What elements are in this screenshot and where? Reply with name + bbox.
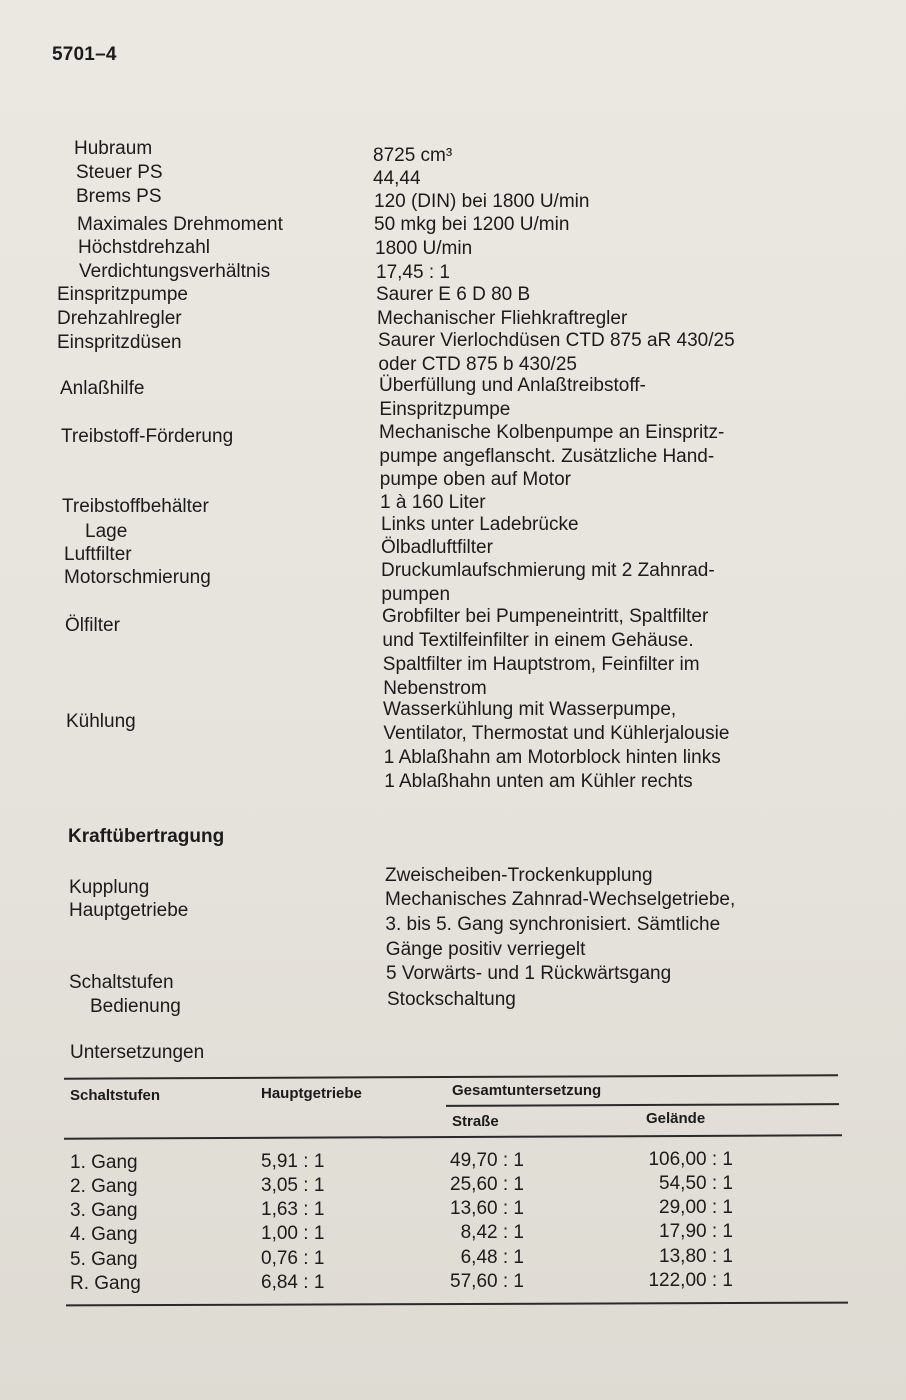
transmission-label: Kupplung xyxy=(69,877,150,898)
header-strasse: Straße xyxy=(452,1113,499,1130)
spec-value: Ölbadluftfilter xyxy=(381,537,493,558)
document-number: 5701–4 xyxy=(52,44,117,65)
transmission-value: 3. bis 5. Gang synchronisiert. Sämtliche xyxy=(385,914,721,935)
spec-label: Luftfilter xyxy=(64,544,132,565)
spec-value: Mechanische Kolbenpumpe an Einspritz- xyxy=(379,422,725,443)
gelaende-cell: 106,00 : 1 xyxy=(648,1149,733,1170)
spec-label: Steuer PS xyxy=(76,162,163,183)
hauptgetriebe-cell: 1,63 : 1 xyxy=(261,1199,325,1220)
transmission-value: Gänge positiv verriegelt xyxy=(385,939,586,960)
transmission-label: Schaltstufen xyxy=(69,972,174,993)
spec-value: pumpe angeflanscht. Zusätzliche Hand- xyxy=(379,445,715,467)
spec-label: Drehzahlregler xyxy=(57,308,182,329)
hauptgetriebe-cell: 3,05 : 1 xyxy=(261,1175,325,1196)
transmission-value: 5 Vorwärts- und 1 Rückwärtsgang xyxy=(386,963,672,984)
spec-value: Grobfilter bei Pumpeneintritt, Spaltfilter xyxy=(382,606,709,627)
table-top-rule xyxy=(64,1074,838,1079)
spec-value: Links unter Ladebrücke xyxy=(381,514,579,535)
spec-value: 8725 cm³ xyxy=(373,145,453,166)
strasse-cell: 25,60 : 1 xyxy=(450,1174,524,1195)
spec-value: Druckumlaufschmierung mit 2 Zahnrad- xyxy=(381,560,715,581)
spec-label: Lage xyxy=(85,521,128,542)
hauptgetriebe-cell: 6,84 : 1 xyxy=(261,1272,325,1293)
spec-value: 1 à 160 Liter xyxy=(380,492,486,513)
spec-value: Nebenstrom xyxy=(383,678,487,699)
spec-label: Höchstdrehzahl xyxy=(78,237,211,258)
spec-value: Ventilator, Thermostat und Kühlerjalousie xyxy=(383,723,730,744)
spec-label: Verdichtungsverhältnis xyxy=(79,261,271,282)
transmission-label: Bedienung xyxy=(90,996,181,1017)
spec-value: oder CTD 875 b 430/25 xyxy=(378,353,577,375)
spec-value: 120 (DIN) bei 1800 U/min xyxy=(374,191,590,212)
header-sub-rule xyxy=(446,1103,839,1106)
gear-cell: 4. Gang xyxy=(70,1224,138,1245)
gelaende-cell: 29,00 : 1 xyxy=(659,1197,733,1218)
strasse-cell: 57,60 : 1 xyxy=(450,1271,524,1292)
gear-cell: 5. Gang xyxy=(70,1249,138,1270)
strasse-cell: 49,70 : 1 xyxy=(450,1150,524,1171)
transmission-value: Zweischeiben-Trockenkupplung xyxy=(385,865,653,886)
spec-label: Einspritzdüsen xyxy=(57,332,182,353)
spec-value: Saurer Vierlochdüsen CTD 875 aR 430/25 xyxy=(378,330,735,351)
header-schaltstufen: Schaltstufen xyxy=(70,1087,161,1104)
header-gelaende: Gelände xyxy=(646,1110,706,1127)
spec-label: Motorschmierung xyxy=(64,567,211,588)
spec-label: Treibstoff-Förderung xyxy=(61,426,234,447)
spec-value: 50 mkg bei 1200 U/min xyxy=(374,214,570,235)
spec-value: pumpen xyxy=(381,584,451,605)
gelaende-cell: 122,00 : 1 xyxy=(648,1270,733,1291)
spec-value: 44,44 xyxy=(373,168,421,189)
spec-value: 17,45 : 1 xyxy=(376,262,450,283)
spec-value: pumpe oben auf Motor xyxy=(379,469,571,490)
header-gesamtuntersetzung: Gesamtuntersetzung xyxy=(452,1082,602,1099)
gelaende-cell: 13,80 : 1 xyxy=(659,1246,733,1267)
strasse-cell: 8,42 : 1 xyxy=(460,1222,524,1243)
hauptgetriebe-cell: 0,76 : 1 xyxy=(261,1248,325,1269)
gelaende-cell: 17,90 : 1 xyxy=(659,1221,733,1242)
spec-value: Mechanischer Fliehkraftregler xyxy=(377,308,628,329)
hauptgetriebe-cell: 1,00 : 1 xyxy=(261,1223,325,1244)
spec-value: Überfüllung und Anlaßtreibstoff- xyxy=(379,375,646,396)
spec-value: und Textilfeinfilter in einem Gehäuse. xyxy=(382,630,694,651)
spec-value: 1 Ablaßhahn am Motorblock hinten links xyxy=(383,747,721,768)
gear-cell: 2. Gang xyxy=(70,1176,138,1197)
spec-value: 1 Ablaßhahn unten am Kühler rechts xyxy=(384,771,693,792)
header-hauptgetriebe: Hauptgetriebe xyxy=(261,1085,362,1102)
spec-label: Treibstoffbehälter xyxy=(62,496,209,517)
spec-label: Ölfilter xyxy=(65,615,120,636)
gear-cell: 3. Gang xyxy=(70,1200,138,1221)
spec-label: Maximales Drehmoment xyxy=(77,214,283,235)
spec-value: Wasserkühlung mit Wasserpumpe, xyxy=(383,699,677,720)
strasse-cell: 6,48 : 1 xyxy=(460,1247,524,1268)
gear-cell: R. Gang xyxy=(70,1273,141,1294)
spec-label: Hubraum xyxy=(74,138,153,159)
transmission-value: Stockschaltung xyxy=(387,989,516,1010)
spec-value: Einspritzpumpe xyxy=(379,398,511,420)
spec-value: Spaltfilter im Hauptstrom, Feinfilter im xyxy=(382,654,700,675)
table-bottom-rule xyxy=(66,1302,848,1307)
hauptgetriebe-cell: 5,91 : 1 xyxy=(261,1151,325,1172)
strasse-cell: 13,60 : 1 xyxy=(450,1198,524,1219)
spec-value: Saurer E 6 D 80 B xyxy=(376,284,531,305)
spec-label: Kühlung xyxy=(66,711,136,732)
gear-cell: 1. Gang xyxy=(70,1152,138,1173)
spec-label: Einspritzpumpe xyxy=(57,284,188,305)
transmission-label: Hauptgetriebe xyxy=(69,900,189,921)
header-bottom-rule xyxy=(64,1134,842,1139)
spec-value: 1800 U/min xyxy=(375,238,473,259)
table-title: Untersetzungen xyxy=(70,1042,205,1063)
transmission-value: Mechanisches Zahnrad-Wechselgetriebe, xyxy=(385,889,736,910)
spec-label: Brems PS xyxy=(76,186,162,207)
section-heading: Kraftübertragung xyxy=(68,826,225,847)
spec-label: Anlaßhilfe xyxy=(60,378,145,399)
gelaende-cell: 54,50 : 1 xyxy=(659,1173,733,1194)
